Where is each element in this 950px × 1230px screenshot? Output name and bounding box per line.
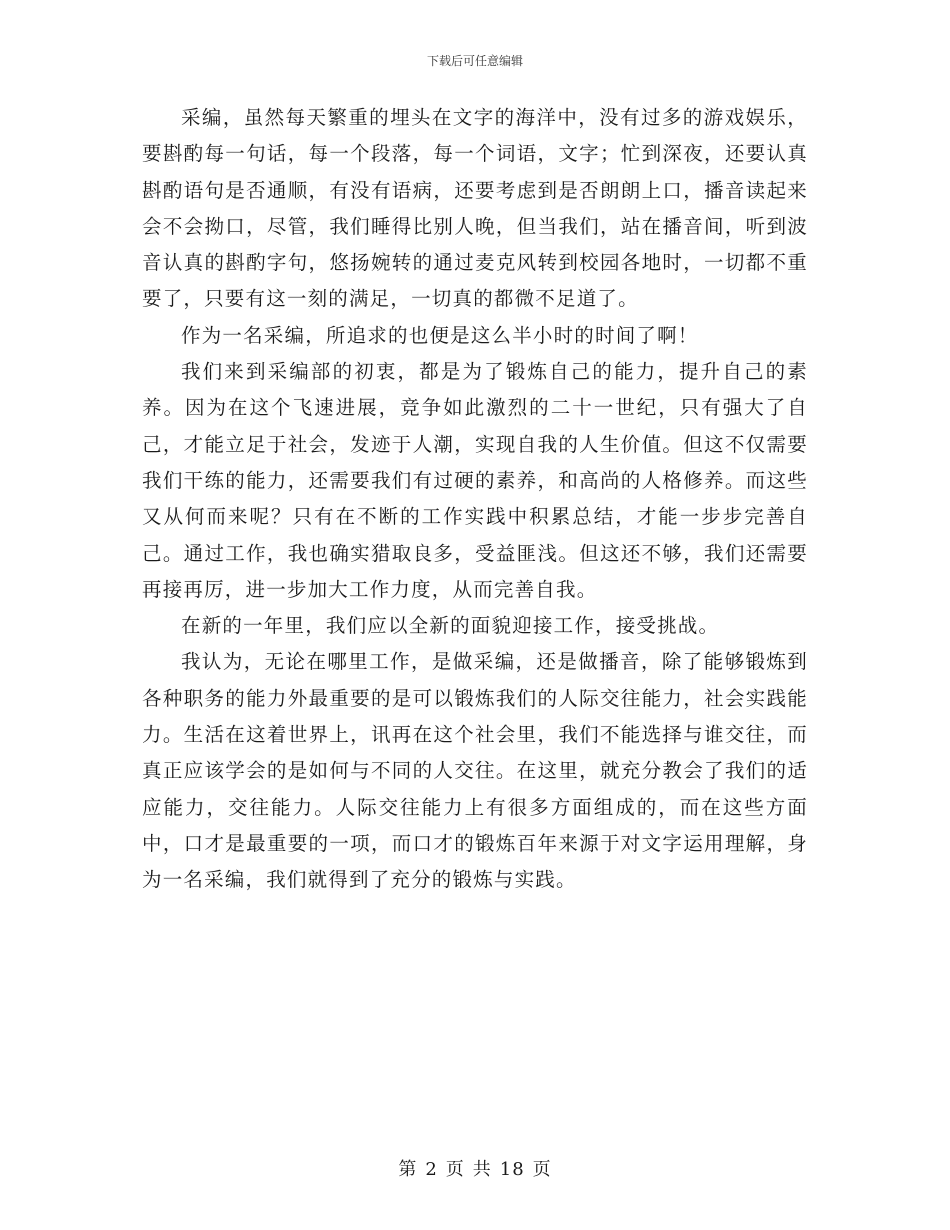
paragraph-2: 作为一名采编，所追求的也便是这么半小时的时间了啊！ [181,323,699,347]
footer-page-word: 页 [445,1159,465,1180]
page-header: 下载后可任意编辑 [426,54,523,68]
footer-total-pages: 18 [499,1159,525,1180]
footer-current-page: 2 [425,1159,438,1180]
paragraph-3: 我们来到采编部的初衷，都是为了锻炼自己的能力，提升自己的素养。因为在这个飞速进展，竞争如此激烈的二十一世纪，只有强大了自己，才能立足于社会，发迹于人潮，实现自我的人生价值。但这不仅需要我们干练的能力，还需要我们有过硬的素养，和高尚的人格修养。而这些又从何而来呢？只有在不断的工作实践中积累总结，才能一步步完善自己。通过工作，我也确实猎取良多，受益匪浅。但这还不够，我们还需要再接再厉，进一步加大工作力度，从而完善自我。 [142,360,808,601]
footer-suffix: 页 [532,1159,552,1180]
paragraph-5: 我认为，无论在哪里工作，是做采编，还是做播音，除了能够锻炼到各种职务的能力外最重要的是可以锻炼我们的人际交往能力，社会实践能力。生活在这着世界上，讯再在这个社会里，我们不能选择与谁交往，而真正应该学会的是如何与不同的人交往。在这里，就充分教会了我们的适应能力，交往能力。人际交往能力上有很多方面组成的，而在这些方面中，口才是最重要的一项，而口才的锻炼百年来源于对文字运用理解，身为一名采编，我们就得到了充分的锻炼与实践。 [142,650,808,892]
page-footer [0,1155,950,1181]
footer-prefix: 第 [398,1159,418,1180]
paragraph-1: 采编，虽然每天繁重的埋头在文字的海洋中，没有过多的游戏娱乐，要斟酌每一句话，每一个段落，每一个词语，文字；忙到深夜，还要认真斟酌语句是否通顺，有没有语病，还要考虑到是否朗朗上口，播音读起来会不会拗口，尽管，我们睡得比别人晚，但当我们，站在播音间，听到波音认真的斟酌字句，悠扬婉转的通过麦克风转到校园各地时，一切都不重要了，只要有这一刻的满足，一切真的都微不足道了。 [142,106,808,311]
document-body [142,100,808,899]
paragraph-4: 在新的一年里，我们应以全新的面貌迎接工作，接受挑战。 [181,614,720,638]
footer-total-word: 共 [472,1159,492,1180]
